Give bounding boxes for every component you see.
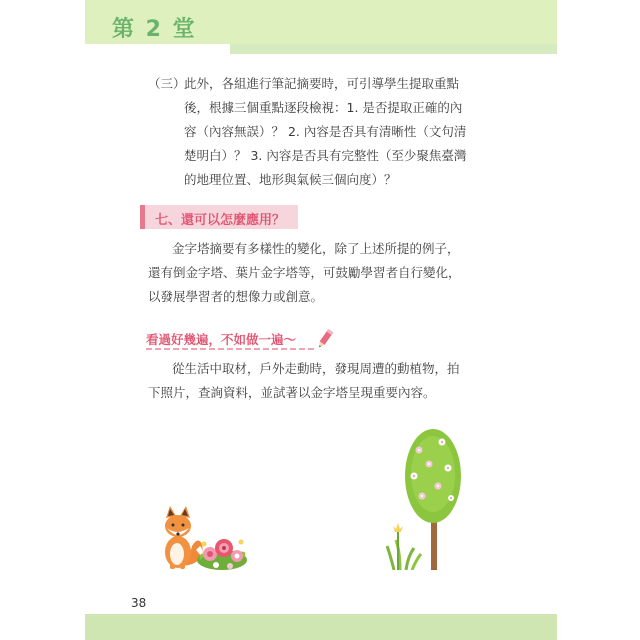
lesson-title: 第 2 堂 xyxy=(112,17,197,42)
pencil-icon xyxy=(314,328,336,350)
footer-band xyxy=(85,614,557,640)
item-three-line-5: 的地理位置、地形與氣候三個向度）？ xyxy=(184,172,397,187)
item-three-line-3: 容（內容無誤）？ 2. 內容是否具有清晰性（文句清 xyxy=(184,124,467,139)
practice-line-2: 下照片，查詢資料，並試著以金字塔呈現重要內容。 xyxy=(148,385,436,400)
application-line-2: 還有倒金字塔、葉片金字塔等，可鼓勵學習者自行變化， xyxy=(148,265,461,280)
section-heading: 七、還可以怎麼應用？ xyxy=(155,213,286,228)
practice-heading-underline xyxy=(146,348,316,350)
flower-bouquet-illustration xyxy=(196,532,248,572)
item-three-paragraph xyxy=(148,72,518,192)
header-underline xyxy=(230,44,557,54)
item-three-text-1: 此外，各組進行筆記摘要時，可引導學生提取重點 xyxy=(184,76,460,91)
item-three-line-1 xyxy=(148,72,518,96)
item-three-lead: （三） xyxy=(148,76,186,91)
application-line-1: 金字塔摘要有多樣性的變化，除了上述所提的例子， xyxy=(172,241,460,256)
application-paragraph xyxy=(148,237,518,309)
item-three-line-2: 後，根據三個重點逐段檢視：1. 是否提取正確的內 xyxy=(184,100,463,115)
practice-heading: 看過好幾遍，不如做一遍～ xyxy=(146,332,297,347)
practice-line-1: 從生活中取材，戶外走動時，發現周遭的動植物，拍 xyxy=(172,361,460,376)
practice-paragraph xyxy=(148,357,518,405)
page-number: 38 xyxy=(131,596,147,610)
item-three-line-4: 楚明白）？ 3. 內容是否具有完整性（至少聚焦臺灣 xyxy=(184,148,467,163)
application-line-3: 以發展學習者的想像力或創意。 xyxy=(148,289,324,304)
grass-illustration xyxy=(386,518,422,570)
section-heading-accent xyxy=(140,205,145,229)
